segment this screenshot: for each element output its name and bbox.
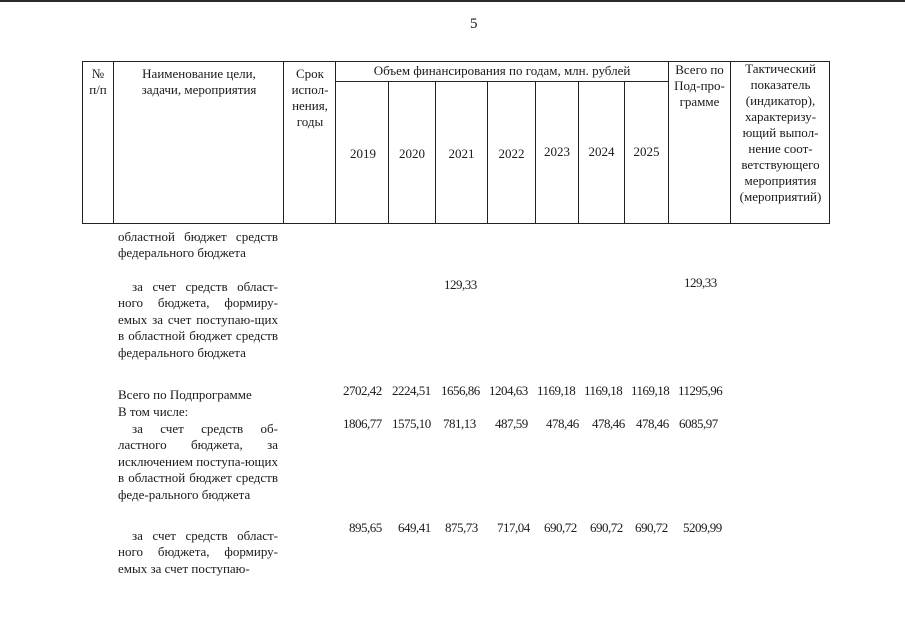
row-5-value-2020: 1575,10 bbox=[392, 416, 431, 431]
row-6-value-2020: 649,41 bbox=[398, 520, 431, 535]
row-6-value-2022: 717,04 bbox=[497, 520, 530, 535]
row-6-value-2024: 690,72 bbox=[590, 520, 623, 535]
header-year-2024: 2024 bbox=[588, 144, 615, 159]
header-year-2023: 2023 bbox=[544, 144, 570, 159]
top-border-line bbox=[0, 0, 905, 2]
header-year-2021: 2021 bbox=[448, 146, 475, 161]
row-1-text: областной бюджет средств федерального бюджета bbox=[118, 229, 278, 261]
row-3-text: Всего по Подпрограмме bbox=[118, 387, 252, 402]
row-2-total: 129,33 bbox=[684, 275, 717, 290]
row-5-value-2019: 1806,77 bbox=[343, 416, 382, 431]
row-5-value-2025: 478,46 bbox=[636, 416, 669, 431]
row-5-total: 6085,97 bbox=[679, 416, 718, 431]
row-5-value-2021: 781,13 bbox=[443, 416, 476, 431]
row-6-text: за счет средств област-ного бюджета, формиру-емых за счет поступаю- bbox=[118, 528, 278, 576]
header-no: № п/п bbox=[89, 66, 107, 97]
row-3-value-2022: 1204,63 bbox=[489, 383, 528, 398]
header-indicator: Тактический показатель (индикатор), характеризу-ющий выпол-нение соот-ветствующего мероприятия (мероприятий) bbox=[739, 61, 822, 204]
row-5-value-2024: 478,46 bbox=[592, 416, 625, 431]
header-year-2020: 2020 bbox=[399, 146, 425, 161]
row-3-value-2021: 1656,86 bbox=[441, 383, 480, 398]
row-2-text: за счет средств област-ного бюджета, формиру-емых за счет поступаю-щих в областной бюджет средств федерального бюджета bbox=[118, 279, 278, 360]
row-3-total: 11295,96 bbox=[678, 383, 723, 398]
row-4-text: В том числе: bbox=[118, 404, 189, 419]
page-number: 5 bbox=[470, 16, 478, 32]
header-financing: Объем финансирования по годам, млн. рублей bbox=[373, 63, 631, 78]
header-name: Наименование цели, задачи, мероприятия bbox=[141, 66, 257, 97]
row-5-text: за счет средств об-ластного бюджета, за исключением поступа-ющих в областной бюджет средств феде-рального бюджета bbox=[118, 421, 279, 502]
header-term: Срок испол-нения, годы bbox=[291, 66, 329, 129]
row-6-total: 5209,99 bbox=[683, 520, 722, 535]
row-6-value-2021: 875,73 bbox=[445, 520, 478, 535]
header-total: Всего по Под-про-грамме bbox=[674, 62, 725, 109]
row-6-value-2025: 690,72 bbox=[635, 520, 668, 535]
header-year-2019: 2019 bbox=[350, 146, 376, 161]
header-year-2022: 2022 bbox=[498, 146, 525, 161]
row-6-value-2023: 690,72 bbox=[544, 520, 577, 535]
row-3-value-2025: 1169,18 bbox=[631, 383, 670, 398]
row-3-value-2019: 2702,42 bbox=[343, 383, 382, 398]
row-3-value-2024: 1169,18 bbox=[584, 383, 623, 398]
row-2-value-2021: 129,33 bbox=[444, 277, 477, 292]
row-3-value-2023: 1169,18 bbox=[537, 383, 576, 398]
row-6-value-2019: 895,65 bbox=[349, 520, 382, 535]
row-5-value-2022: 487,59 bbox=[495, 416, 528, 431]
row-5-value-2023: 478,46 bbox=[546, 416, 579, 431]
row-3-value-2020: 2224,51 bbox=[392, 383, 431, 398]
header-year-2025: 2025 bbox=[633, 144, 660, 159]
